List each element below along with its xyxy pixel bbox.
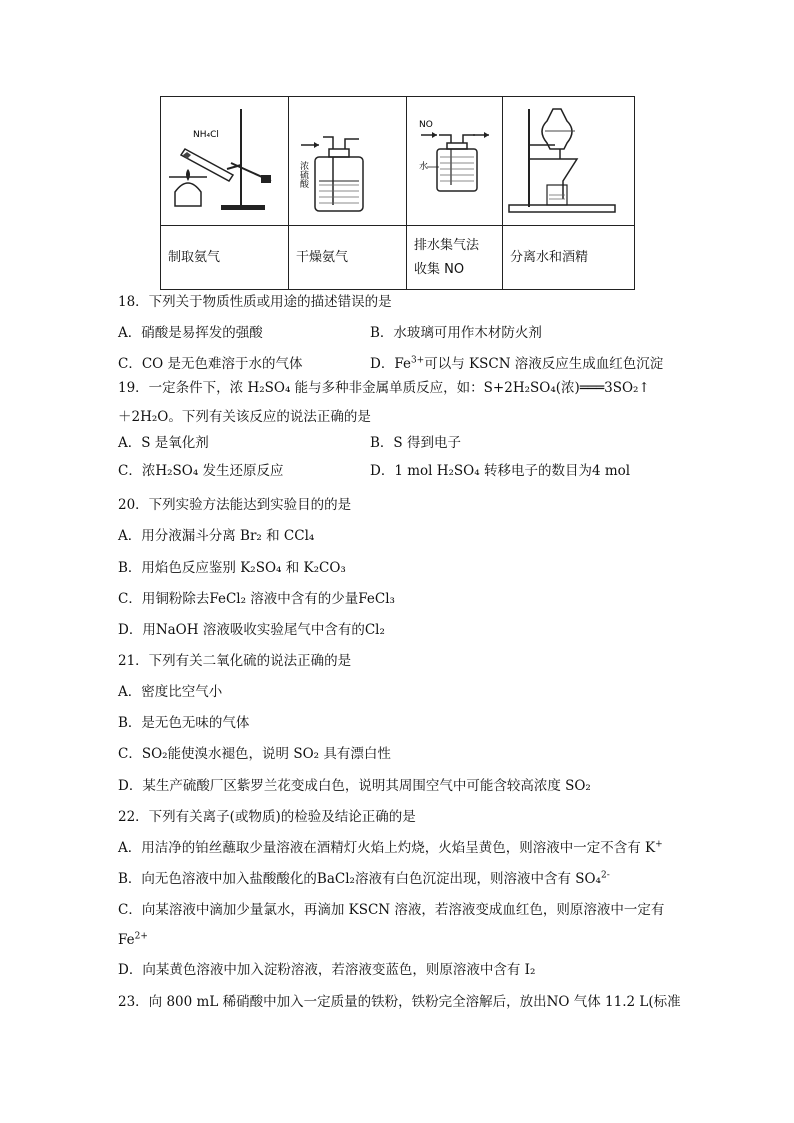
q18-option-a: A．硝酸是易挥发的强酸 bbox=[118, 325, 263, 341]
q22-stem: 22．下列有关离子(或物质)的检验及结论正确的是 bbox=[118, 809, 416, 825]
q22-option-d: D．向某黄色溶液中加入淀粉溶液，若溶液变蓝色，则原溶液中含有 I₂ bbox=[118, 962, 536, 978]
nh4cl-label: NH₄Cl bbox=[193, 130, 219, 140]
q19-option-b: B．S 得到电子 bbox=[370, 435, 461, 451]
q23-stem: 23．向 800 mL 稀硝酸中加入一定质量的铁粉，铁粉完全溶解后，放出NO 气体 11.2 L(标准 bbox=[118, 994, 681, 1010]
q19-option-d: D．1 mol H₂SO₄ 转移电子的数目为4 mol bbox=[370, 463, 631, 479]
q18-stem: 18．下列关于物质性质或用途的描述错误的是 bbox=[118, 294, 392, 310]
q22-option-b: B．向无色溶液中加入盐酸酸化的BaCl₂溶液有白色沉淀出现，则溶液中含有 SO₄$^{2-}$ bbox=[118, 870, 610, 887]
q20-option-a: A．用分液漏斗分离 Br₂ 和 CCl₄ bbox=[118, 528, 315, 544]
q18-option-b: B．水玻璃可用作木材防火剂 bbox=[370, 325, 542, 341]
apparatus-table bbox=[160, 96, 635, 290]
gas-washing-bottle-image bbox=[289, 97, 407, 221]
caption-cell-3 bbox=[407, 226, 503, 290]
caption-water-collect-l2: 收集 NO bbox=[414, 261, 465, 277]
q22-option-c-line2: $Fe^{2+}$ bbox=[118, 931, 148, 948]
q21-option-c: C．SO₂能使溴水褪色，说明 SO₂ 具有漂白性 bbox=[118, 746, 391, 762]
ammonia-generation-apparatus-image bbox=[161, 97, 289, 221]
apparatus-cell-3 bbox=[407, 97, 503, 226]
caption-ammonia-dry: 干燥氨气 bbox=[296, 249, 349, 265]
q20-option-c: C．用铜粉除去FeCl₂ 溶液中含有的少量FeCl₃ bbox=[118, 591, 395, 607]
apparatus-cell-4 bbox=[503, 97, 635, 226]
separatory-funnel-image bbox=[503, 97, 635, 221]
apparatus-cell-1 bbox=[161, 97, 289, 226]
q19-stem-line1: 19．一定条件下，浓 H₂SO₄ 能与多种非金属单质反应，如：S+2H₂SO₄(浓)═══3SO₂↑ bbox=[118, 380, 650, 396]
caption-separate: 分离水和酒精 bbox=[510, 249, 589, 265]
q20-stem: 20．下列实验方法能达到实验目的的是 bbox=[118, 497, 352, 513]
q20-option-b: B．用焰色反应鉴别 K₂SO₄ 和 K₂CO₃ bbox=[118, 560, 346, 576]
q21-option-b: B．是无色无味的气体 bbox=[118, 715, 250, 731]
q18-option-d: D．$Fe^{3+}$可以与 KSCN 溶液反应生成血红色沉淀 bbox=[370, 355, 664, 372]
q18-option-c: C．CO 是无色难溶于水的气体 bbox=[118, 356, 303, 372]
caption-cell-2 bbox=[289, 226, 407, 290]
q22-option-c-line1: C．向某溶液中滴加少量氯水，再滴加 KSCN 溶液，若溶液变成血红色，则原溶液中一定有 bbox=[118, 902, 665, 918]
caption-cell-4 bbox=[503, 226, 635, 290]
q21-option-d: D．某生产硫酸厂区紫罗兰花变成白色，说明其周围空气中可能含较高浓度 SO₂ bbox=[118, 778, 591, 794]
q22-option-a: A．用洁净的铂丝蘸取少量溶液在酒精灯火焰上灼烧，火焰呈黄色，则溶液中一定不含有 K+ bbox=[118, 839, 663, 856]
caption-ammonia-prep: 制取氨气 bbox=[168, 249, 221, 265]
q19-option-a: A．S 是氧化剂 bbox=[118, 435, 209, 451]
q20-option-d: D．用NaOH 溶液吸收实验尾气中含有的Cl₂ bbox=[118, 622, 385, 638]
water-label: 水 bbox=[419, 162, 429, 172]
caption-water-collect-l1: 排水集气法 bbox=[414, 237, 480, 253]
concentrated-sulfuric-acid-label: 浓硫酸 bbox=[298, 161, 308, 188]
q19-stem-line2: ＋2H₂O。下列有关该反应的说法正确的是 bbox=[118, 409, 371, 425]
water-displacement-image bbox=[407, 97, 503, 221]
caption-cell-1 bbox=[161, 226, 289, 290]
q21-option-a: A．密度比空气小 bbox=[118, 684, 223, 700]
no-label: NO bbox=[419, 120, 433, 130]
q19-option-c: C．浓H₂SO₄ 发生还原反应 bbox=[118, 463, 284, 479]
apparatus-cell-2 bbox=[289, 97, 407, 226]
q21-stem: 21．下列有关二氧化硫的说法正确的是 bbox=[118, 653, 352, 669]
